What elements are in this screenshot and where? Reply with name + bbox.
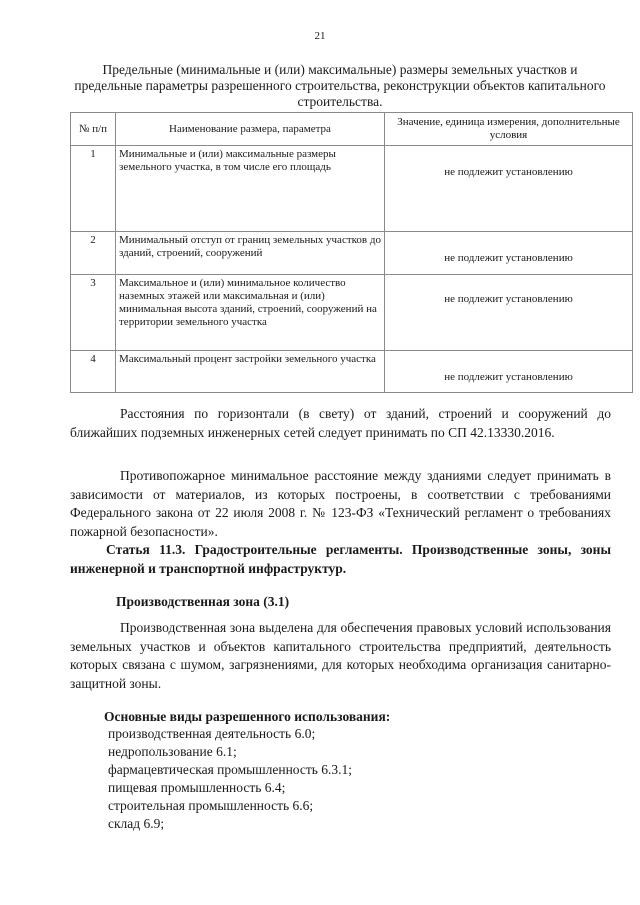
paragraph-distances: Расстояния по горизонтали (в свету) от зданий, строений и сооружений до ближайших подземных инженерных сетей следует принимать по СП 42.13330.2016. xyxy=(70,406,611,440)
list-item: недропользование 6.1; xyxy=(108,744,237,759)
list-item: фармацевтическая промышленность 6.3.1; xyxy=(108,762,353,777)
row-num: 4 xyxy=(71,351,116,393)
row-name: Минимальные и (или) максимальные размеры земельного участка, в том числе его площадь xyxy=(116,146,385,232)
row-value-cell xyxy=(385,351,633,393)
list-item: строительная промышленность 6.6; xyxy=(108,798,314,813)
list-item: пищевая промышленность 6.4; xyxy=(108,780,286,795)
uses-list xyxy=(108,725,352,833)
row-num: 2 xyxy=(71,232,116,275)
row-value-cell xyxy=(385,146,633,232)
table-row xyxy=(71,275,633,351)
header-value: Значение, единица измерения, дополнительные условия xyxy=(385,113,633,146)
table-row xyxy=(71,351,633,393)
row-name: Максимальное и (или) минимальное количество наземных этажей или максимальная и (или) минимальная высота зданий, строений, сооружений на территории земельного участка xyxy=(116,275,385,351)
paragraph-fire-distance: Противопожарное минимальное расстояние между зданиями следует принимать в зависимости от материалов, из которых построены, в соответствии с требованиями Федерального закона от 22 июля 2008 г. № 123-ФЗ «Технический регламент о требованиях пожарной безопасности». xyxy=(70,468,611,539)
row-value-cell xyxy=(385,232,633,275)
table-header-row xyxy=(71,113,633,146)
row-num: 1 xyxy=(71,146,116,232)
row-name: Минимальный отступ от границ земельных участков до зданий, строений, сооружений xyxy=(116,232,385,275)
list-item: склад 6.9; xyxy=(108,816,165,831)
zone-heading: Производственная зона (3.1) xyxy=(116,594,290,609)
table-row xyxy=(71,232,633,275)
row-value: не подлежит установлению xyxy=(444,166,573,178)
header-num: № п/п xyxy=(71,113,116,146)
table-title: Предельные (минимальные и (или) максимальные) размеры земельных участков и предельные параметры разрешенного строительства, реконструкции объектов капитального строительства. xyxy=(74,62,606,109)
uses-heading: Основные виды разрешенного использования: xyxy=(104,709,391,724)
paragraph-zone-description: Производственная зона выделена для обеспечения правовых условий использования земельных участков и объектов капитального строительства предприятий, деятельность которых связана с шумом, загрязнениями, для которых необходима организация санитарно-защитной зоны. xyxy=(70,620,611,691)
table-row xyxy=(71,146,633,232)
list-item: производственная деятельность 6.0; xyxy=(108,726,316,741)
row-value: не подлежит установлению xyxy=(444,293,573,305)
page-number: 21 xyxy=(314,30,326,42)
row-num: 3 xyxy=(71,275,116,351)
row-value: не подлежит установлению xyxy=(444,252,573,264)
row-value-cell xyxy=(385,275,633,351)
header-name: Наименование размера, параметра xyxy=(116,113,385,146)
row-name: Максимальный процент застройки земельного участка xyxy=(116,351,385,393)
article-heading: Статья 11.3. Градостроительные регламенты. Производственные зоны, зоны инженерной и транспортной инфраструктур. xyxy=(70,542,611,576)
parameters-table xyxy=(70,112,633,393)
row-value: не подлежит установлению xyxy=(444,371,573,383)
